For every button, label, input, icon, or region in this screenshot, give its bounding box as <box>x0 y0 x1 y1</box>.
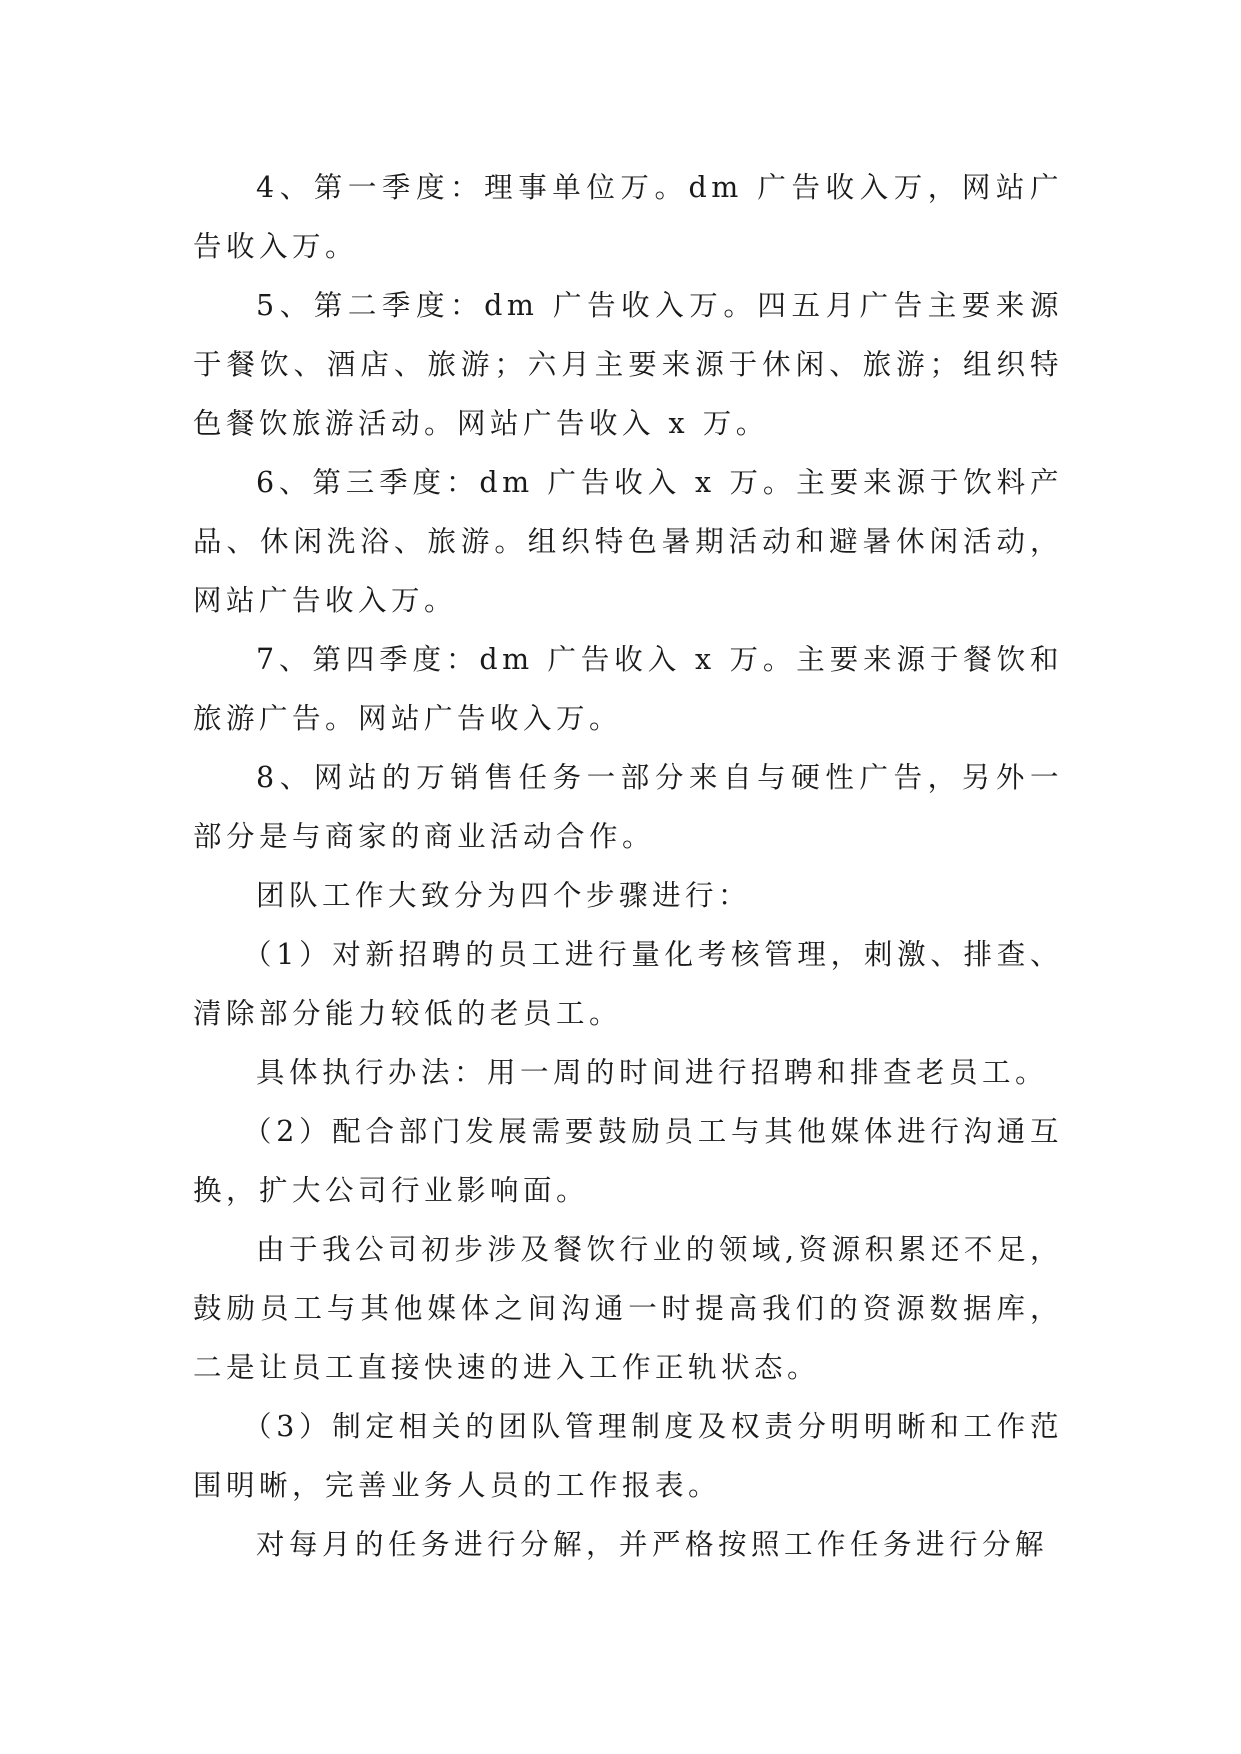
paragraph-step-2: （2）配合部门发展需要鼓励员工与其他媒体进行沟通互换，扩大公司行业影响面。 <box>193 1115 1063 1207</box>
paragraph-step-3: （3）制定相关的团队管理制度及权责分明明晰和工作范围明晰，完善业务人员的工作报表。 <box>193 1410 1063 1502</box>
paragraph-team-steps: 团队工作大致分为四个步骤进行： <box>256 879 752 912</box>
paragraph-step-1: （1）对新招聘的员工进行量化考核管理，刺激、排查、清除部分能力较低的老员工。 <box>193 938 1063 1030</box>
paragraph-step-3-detail: 对每月的任务进行分解，并严格按照工作任务进行分解 <box>256 1528 1049 1561</box>
document-body <box>193 158 1063 1574</box>
paragraph-step-1-method: 具体执行办法：用一周的时间进行招聘和排查老员工。 <box>256 1056 1049 1089</box>
paragraph-step-2-detail: 由于我公司初步涉及餐饮行业的领域,资源积累还不足，鼓励员工与其他媒体之间沟通一时提高我们的资源数据库，二是让员工直接快速的进入工作正轨状态。 <box>193 1233 1063 1384</box>
paragraph-q1-income: 4、第一季度：理事单位万。dm 广告收入万，网站广告收入万。 <box>193 171 1063 263</box>
paragraph-q4-income: 7、第四季度：dm 广告收入 x 万。主要来源于餐饮和旅游广告。网站广告收入万。 <box>193 643 1063 735</box>
paragraph-q3-income: 6、第三季度：dm 广告收入 x 万。主要来源于饮料产品、休闲洗浴、旅游。组织特色暑期活动和避暑休闲活动，网站广告收入万。 <box>193 466 1063 617</box>
paragraph-q2-income: 5、第二季度：dm 广告收入万。四五月广告主要来源于餐饮、酒店、旅游；六月主要来源于休闲、旅游；组织特色餐饮旅游活动。网站广告收入 x 万。 <box>193 289 1063 440</box>
paragraph-website-sales: 8、网站的万销售任务一部分来自与硬性广告，另外一部分是与商家的商业活动合作。 <box>193 761 1063 853</box>
